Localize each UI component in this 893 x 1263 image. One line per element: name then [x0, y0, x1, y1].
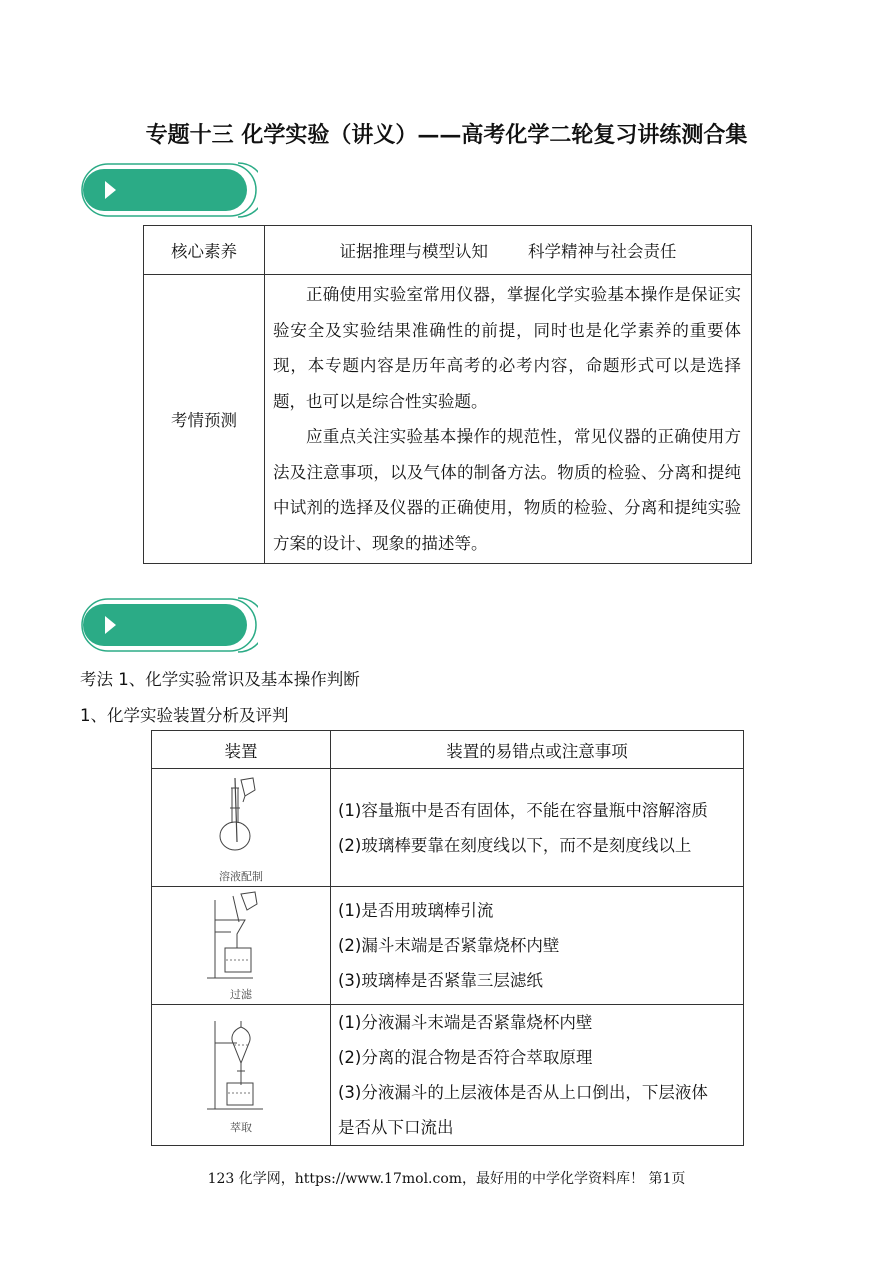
apparatus-table — [151, 730, 744, 1146]
note-line: (2)分离的混合物是否符合萃取原理 — [338, 1048, 593, 1067]
apparatus-figure — [152, 769, 331, 887]
apparatus-caption: 溶液配制 — [219, 869, 263, 883]
volumetric-flask-illustration — [201, 772, 281, 868]
table-row — [152, 769, 744, 887]
apparatus-figure — [152, 1005, 331, 1146]
note-line: (1)容量瓶中是否有固体，不能在容量瓶中溶解溶质 — [338, 800, 708, 820]
note-line: (3)分液漏斗的上层液体是否从上口倒出，下层液体 — [338, 1083, 708, 1102]
filtration-illustration — [201, 890, 281, 986]
apparatus-caption: 过滤 — [230, 987, 252, 1001]
section-subheading: 1、化学实验装置分析及评判 — [80, 706, 289, 725]
notes-cell — [331, 887, 744, 1005]
section-banner — [80, 162, 258, 218]
note-line: (2)漏斗末端是否紧靠烧杯内壁 — [338, 936, 560, 955]
section-banner — [80, 597, 258, 653]
separatory-funnel-illustration — [201, 1015, 281, 1119]
apparatus-caption: 萃取 — [230, 1121, 252, 1134]
note-line: (2)玻璃棒要靠在刻度线以下，而不是刻度线以上 — [338, 835, 692, 855]
table-row — [152, 1005, 744, 1146]
table-row — [152, 887, 744, 1005]
note-line: 是否从下口流出 — [338, 1118, 454, 1137]
core-literacy-items — [265, 226, 752, 275]
label-core-literacy: 核心素养 — [144, 226, 265, 275]
page-footer: 123 化学网，https://www.17mol.com，最好用的中学化学资料库！ 第1页 — [207, 1171, 686, 1187]
exam-forecast-text — [265, 275, 752, 564]
note-line: (1)是否用玻璃棒引流 — [338, 901, 494, 920]
forecast-paragraph: 正确使用实验室常用仪器，掌握化学实验基本操作是保证实验安全及实验结果准确性的前提，同时也是化学素养的重要体现，本专题内容是历年高考的必考内容，命题形式可以是选择题，也可以是综合性实验题。 — [273, 285, 741, 411]
core-item: 科学精神与社会责任 — [528, 242, 677, 261]
core-item: 证据推理与模型认知 — [339, 242, 488, 261]
overview-table — [143, 225, 752, 564]
notes-cell — [331, 769, 744, 887]
note-line: (3)玻璃棒是否紧靠三层滤纸 — [338, 971, 543, 990]
header-apparatus: 装置 — [152, 731, 331, 769]
apparatus-figure — [152, 887, 331, 1005]
header-notes: 装置的易错点或注意事项 — [331, 731, 744, 769]
forecast-paragraph: 应重点关注实验基本操作的规范性，常见仪器的正确使用方法及注意事项，以及气体的制备方法。物质的检验、分离和提纯中试剂的选择及仪器的正确使用，物质的检验、分离和提纯实验方案的设计、现象的描述等。 — [273, 427, 741, 553]
note-line: (1)分液漏斗末端是否紧靠烧杯内壁 — [338, 1013, 593, 1032]
section-heading: 考法 1、化学实验常识及基本操作判断 — [80, 670, 360, 689]
page-title: 专题十三 化学实验（讲义）——高考化学二轮复习讲练测合集 — [145, 122, 748, 148]
notes-cell — [331, 1005, 744, 1146]
label-exam-forecast: 考情预测 — [144, 275, 265, 564]
